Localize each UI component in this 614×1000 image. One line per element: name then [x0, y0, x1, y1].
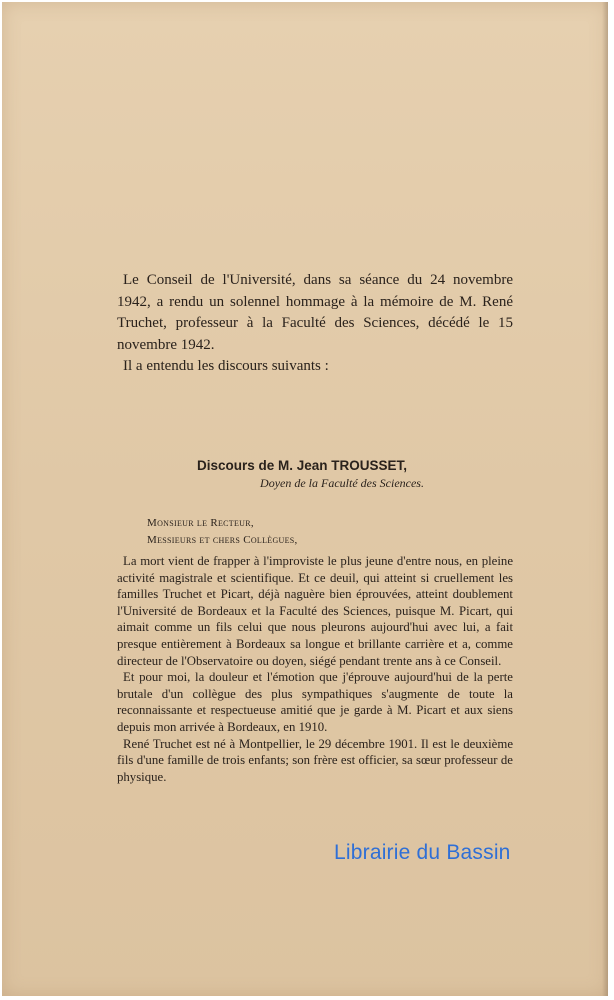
body-paragraph: Et pour moi, la douleur et l'émotion que j'éprouve aujourd'hui de la perte brutale d'un collègue des plus sympathiques s'augmente de toute la reconnaissante et respectueuse amitié que je garde à M. Picart et aux siens depuis mon arrivée à Bordeaux, en 1910. [117, 670, 513, 734]
body-paragraph: René Truchet est né à Montpellier, le 29 décembre 1901. Il est le deuxième fils d'une famille de trois enfants; son frère est officier, sa sœur professeur de physique. [117, 736, 513, 784]
intro-paragraph: Il a entendu les discours suivants : [123, 358, 329, 374]
speech-heading: Discours de M. Jean TROUSSET, [196, 458, 408, 473]
watermark-text: Librairie du Bassin [334, 841, 511, 864]
body-paragraph: La mort vient de frapper à l'improviste le plus jeune d'entre nous, en pleine activité magistrale et scientifique. Et ce deuil, qui atteint si cruellement les familles Truchet et Picart, déjà naguère bien éprouvées, atteint doublement l'Université de Bordeaux et la Faculté des Sciences, puisque M. Picart, qui aimait comme un fils celui que nous pleurons aujourd'hui avec lui, a fait presque entièrement à Bordeaux sa longue et brillante carrière et a, comme directeur de l'Observatoire ou doyen, siégé pendant trente ans à ce Conseil. [117, 554, 513, 668]
salutation [147, 515, 298, 549]
intro-paragraph: Le Conseil de l'Université, dans sa séance du 24 novembre 1942, a rendu un solennel hommage à la mémoire de M. René Truchet, professeur à la Faculté des Sciences, décédé le 15 novembre 1942. [117, 272, 513, 353]
speech-subtitle: Doyen de la Faculté des Sciences. [260, 476, 424, 490]
salutation-line: Messieurs et chers Collègues, [147, 534, 298, 546]
page-edge-shadow [602, 2, 608, 996]
intro-text [117, 270, 513, 378]
salutation-line: Monsieur le Recteur, [147, 517, 254, 529]
speech-body [117, 553, 513, 785]
book-page [2, 2, 608, 996]
